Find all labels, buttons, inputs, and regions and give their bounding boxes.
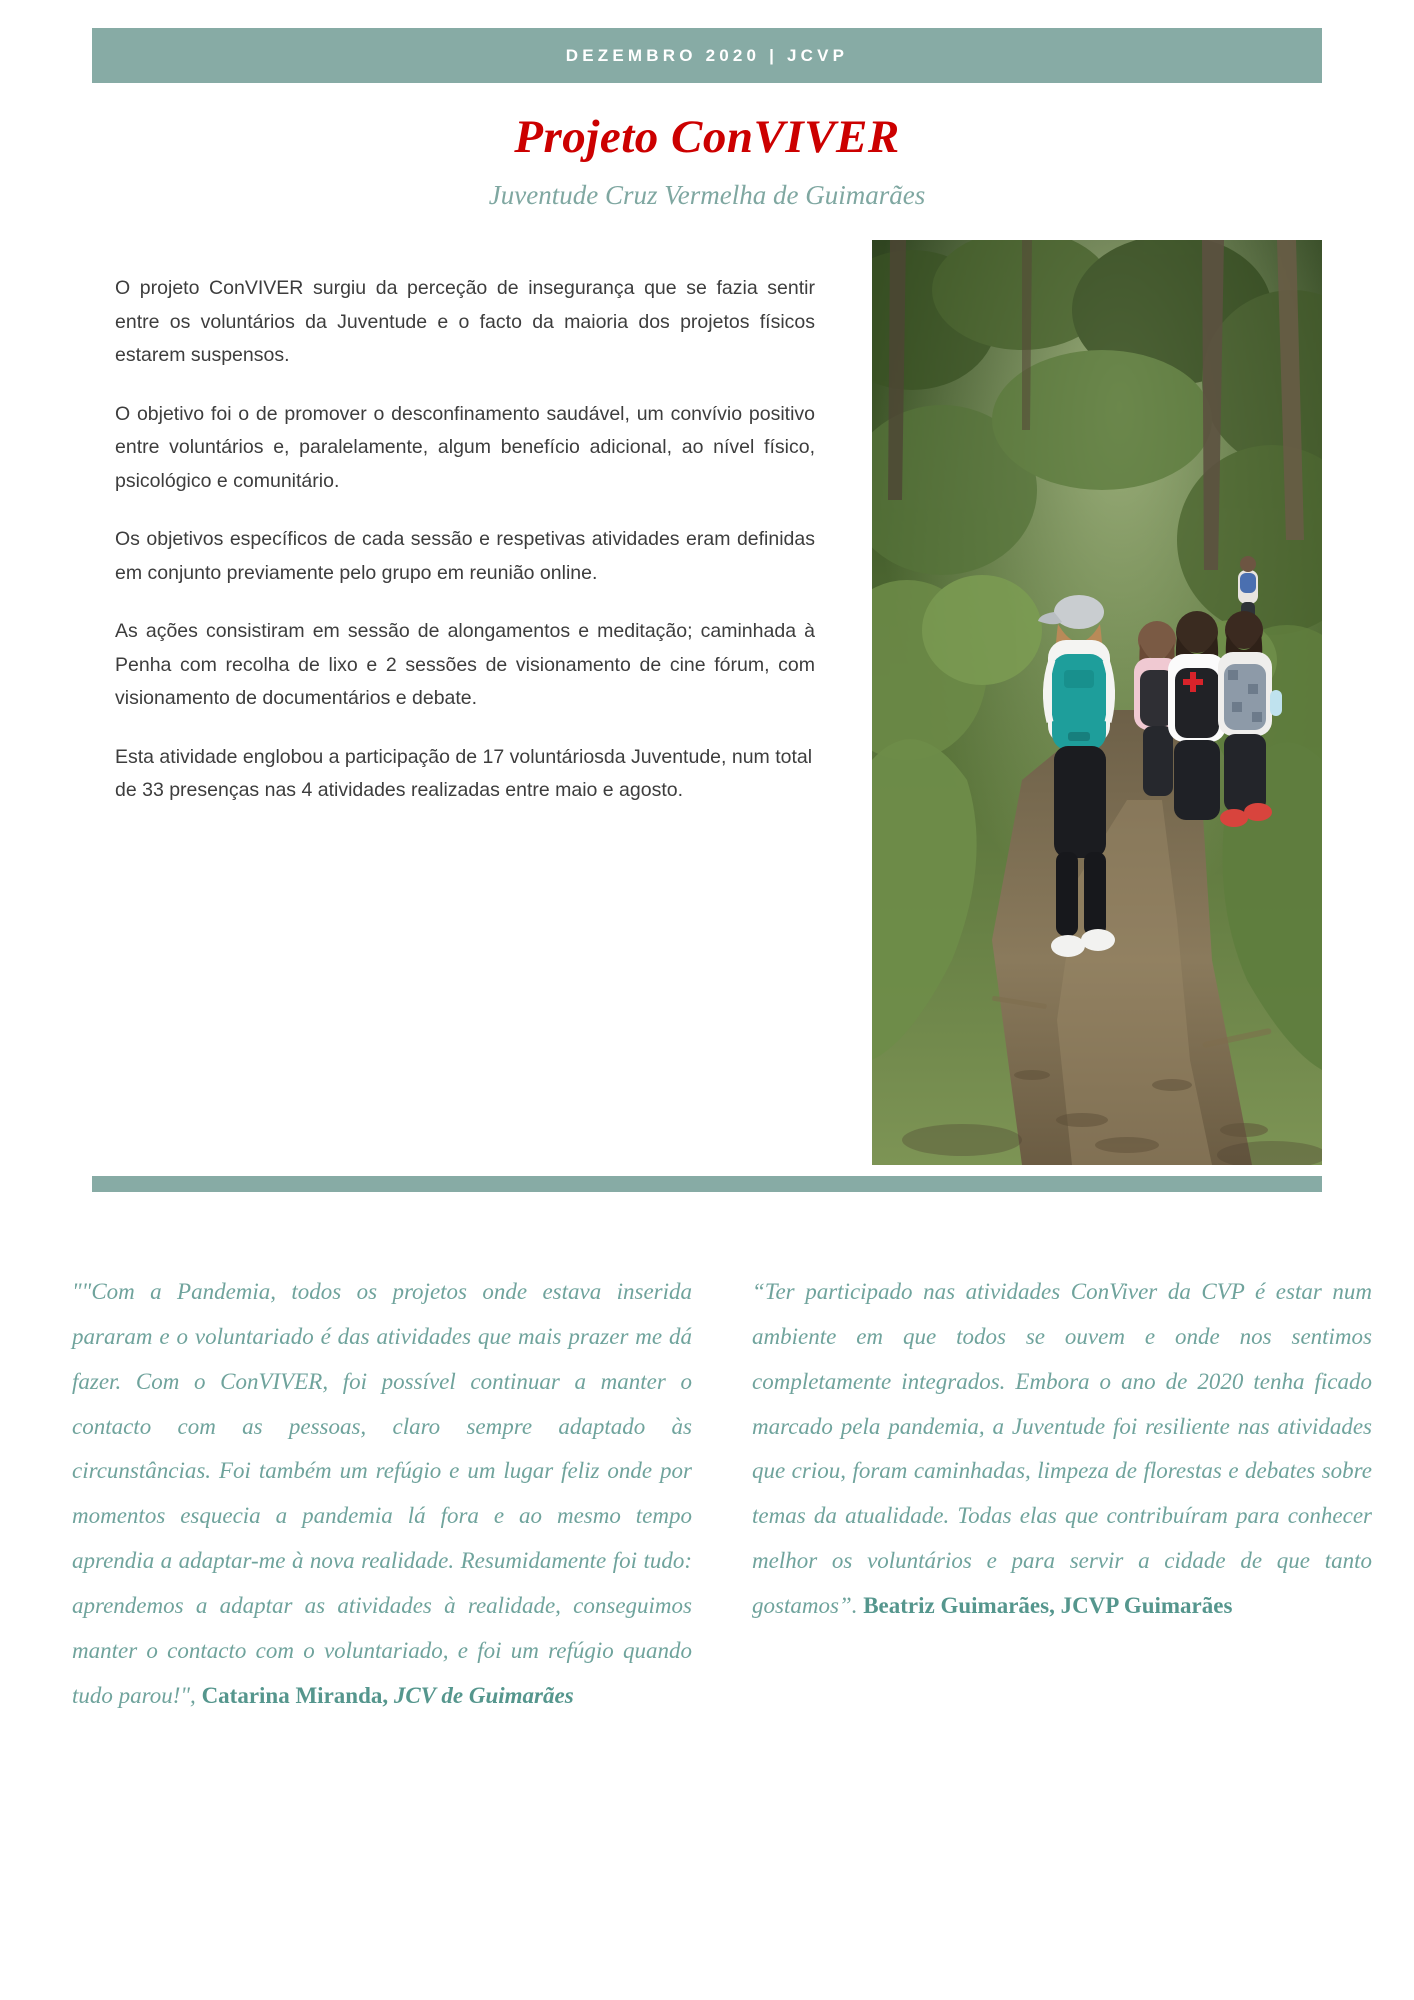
article-paragraph: Os objetivos específicos de cada sessão e respetivas atividades eram definidas em conjunto previamente pelo grupo em reunião online. [115, 528, 815, 584]
testimonial-left [72, 1270, 692, 1718]
article-body [115, 272, 815, 808]
testimonial-right-body: “Ter participado nas atividades ConViver da CVP é estar num ambiente em que todos se ouvem e onde nos sentimos completamente integrados. Embora o ano de 2020 tenha ficado marcado pela pandemia, a Juventude foi resiliente nas atividades que criou, foram caminhadas, limpeza de florestas e debates sobre temas da atualidade. Todas elas que contribuíram para conhecer melhor os voluntários e para servir a cidade de que tanto gostamos”. [752, 1279, 1372, 1618]
article-paragraph: O projeto ConVIVER surgiu da perceção de insegurança que se fazia sentir entre os voluntários da Juventude e o facto da maioria dos projetos físicos estarem suspensos. [115, 277, 815, 367]
header-banner-text: DEZEMBRO 2020 | JCVP [565, 45, 849, 65]
testimonial-right-author: Beatriz Guimarães, JCVP Guimarães [863, 1592, 1233, 1618]
hiking-photo-image [872, 240, 1322, 1165]
testimonial-right [752, 1270, 1372, 1629]
hiking-photo [872, 240, 1322, 1165]
article-paragraph: As ações consistiram em sessão de alongamentos e meditação; caminhada à Penha com recolha de lixo e 2 sessões de visionamento de cine fórum, com visionamento de documentários e debate. [115, 620, 815, 710]
section-divider [92, 1176, 1322, 1192]
header-banner [92, 28, 1322, 83]
article-paragraph: Esta atividade englobou a participação de 17 voluntáriosda Juventude, num total de 33 presenças nas 4 atividades realizadas entre maio e agosto. [115, 745, 813, 802]
testimonial-left-author-role: JCV de Guimarães [393, 1682, 574, 1708]
testimonial-left-body: ""Com a Pandemia, todos os projetos onde estava inserida pararam e o voluntariado é das atividades que mais prazer me dá fazer. Com o ConVIVER, foi possível continuar a manter o contacto com as pessoas, claro sempre adaptado às circunstâncias. Foi também um refúgio e um lugar feliz onde por momentos esquecia a pandemia lá fora e ao mesmo tempo aprendia a adaptar-me à nova realidade. Resumidamente foi tudo: aprendemos a adaptar as atividades à realidade, conseguimos manter o contacto com o voluntariado, e foi um refúgio quando tudo parou!", [72, 1279, 692, 1708]
testimonial-left-author: Catarina Miranda, [201, 1682, 394, 1708]
article-paragraph: O objetivo foi o de promover o desconfinamento saudável, um convívio positivo entre voluntários e, paralelamente, algum benefício adicional, ao nível físico, psicológico e comunitário. [115, 402, 815, 492]
page-title: Projeto ConVIVER [514, 111, 900, 163]
page-subtitle: Juventude Cruz Vermelha de Guimarães [488, 180, 926, 210]
